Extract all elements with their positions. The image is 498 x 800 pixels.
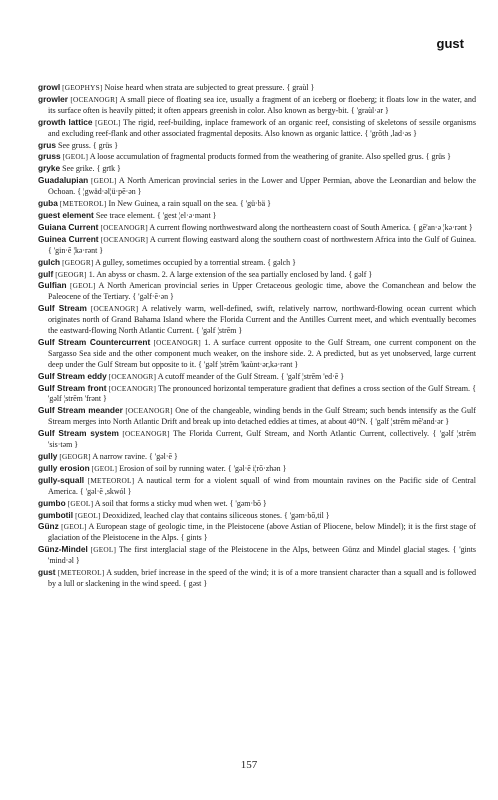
entry-field-label: [GEOPHYS] [62, 83, 103, 92]
dictionary-entry [38, 140, 476, 152]
entry-pronunciation: { 'graùl·ər } [350, 105, 389, 115]
entry-headword: Guinea Current [38, 233, 99, 244]
entry-definition: See trace element. [95, 210, 155, 220]
entry-field-label: [OCEANOGR] [100, 234, 149, 244]
entry-pronunciation: { 'gəl·ē i¦rō·zhən } [227, 463, 287, 473]
entry-headword: guest element [38, 209, 94, 220]
entry-definition: The first interglacial stage of the Pleistocene in the Alps, between Günz and Mindel glacial stages. [118, 545, 450, 555]
entry-headword: gully [38, 451, 58, 461]
entry-headword: gumbotil [38, 509, 74, 520]
entry-pronunciation: { grüs } [425, 152, 451, 162]
entry-headword: Günz-Mindel [38, 544, 88, 555]
entry-field-label: [OCEANOGR] [70, 94, 118, 104]
entry-definition: The rigid, reef-building, inplace framework of an organic reef, consisting of skeletons of sessile organisms and excluding reef-flank and other associated fragmental deposits. Also known as organic lattice. [48, 117, 476, 138]
entry-pronunciation: { 'gin·ē ¦kə·rənt } [48, 245, 104, 255]
entry-field-label: [OCEANOGR] [108, 383, 157, 393]
entry-definition: One of the changeable, winding bends in the Gulf Stream; such bends intensify as the Gulf Stream merges into North Atlantic Drift and break up into detached eddies at times, at about 40°N. [48, 406, 476, 427]
dictionary-entry [38, 371, 476, 383]
entry-definition: A current flowing northwestward along the northeastern coast of South America. [149, 222, 411, 232]
entry-field-label: [METEOROL] [87, 475, 135, 485]
entry-headword: growth lattice [38, 116, 93, 127]
entry-pronunciation: { graùl } [286, 83, 315, 92]
entry-definition: The pronounced horizontal temperature gradient that defines a cross section of the Gulf Stream. [158, 383, 471, 393]
entry-definition: A small piece of floating sea ice, usually a fragment of an iceberg or floeberg; it floats low in the water, and its surface often is heavily pitted; it often appears greenish in color. Also known as bergy-bit. [48, 94, 476, 115]
dictionary-entry [38, 175, 476, 198]
entry-definition: A sudden, brief increase in the speed of the wind; it is of a more transient character than a squall and is followed by a lull or slackening in the wind speed. [48, 568, 476, 588]
dictionary-entry [38, 82, 476, 94]
entry-pronunciation: { gəlch } [267, 257, 296, 267]
entry-field-label: [METEOROL] [59, 199, 107, 209]
dictionary-entry [38, 257, 476, 269]
entry-field-label: [OCEANOGR] [108, 371, 157, 381]
entry-definition: A North American provincial series in Upper Cretaceous geologic time, above the Comanchean and below the Paleocene of the Tertiary. [48, 281, 476, 302]
entry-headword: Guadalupian [38, 175, 89, 186]
dictionary-entry [38, 117, 476, 140]
entry-field-label: [GEOL] [75, 510, 101, 520]
entry-definition: 1. An abyss or chasm. 2. A large extension of the sea partially enclosed by land. [88, 269, 347, 279]
entry-pronunciation: { 'gəlf ¦strēm 'ed·ē } [280, 371, 345, 381]
entry-pronunciation: { gē'an·ə ¦kə·rənt } [412, 222, 473, 232]
dictionary-entry [38, 521, 476, 544]
entry-pronunciation: { 'gəl·ē } [149, 452, 178, 461]
entry-field-label: [GEOL] [90, 545, 117, 555]
entry-pronunciation: { 'gəm·bō } [229, 498, 267, 508]
dictionary-entry [38, 151, 476, 163]
entry-headword: grus [38, 139, 56, 150]
dictionary-entry [38, 383, 476, 406]
entry-definition: See grike. [62, 164, 95, 174]
entry-headword: Gulf Stream Countercurrent [38, 336, 151, 347]
entry-headword: Gulf Stream front [38, 382, 107, 393]
entry-field-label: [GEOL] [69, 281, 96, 291]
entry-field-label: [GEOGR] [55, 269, 87, 279]
entry-headword: Gulf Stream system [38, 428, 119, 439]
entry-definition: A cutoff meander of the Gulf Stream. [157, 371, 279, 381]
dictionary-entry [38, 222, 476, 234]
entry-headword: Gulf Stream [38, 303, 87, 314]
entry-definition: A current flowing eastward along the southern coast of northwestern Africa into the Gulf of Guinea. [149, 234, 476, 244]
dictionary-entry [38, 280, 476, 303]
entry-field-label: [GEOL] [95, 117, 121, 127]
dictionary-entry [38, 210, 476, 222]
entry-pronunciation: { 'gəm·bō,til } [284, 510, 330, 520]
running-head: gust [436, 36, 464, 51]
entry-field-label: [METEOROL] [57, 568, 105, 578]
entry-pronunciation: { 'gü·bä } [239, 199, 271, 209]
entry-field-label: [OCEANOGR] [122, 429, 170, 439]
entry-headword: Gulfian [38, 280, 67, 291]
entry-pronunciation: { 'gəlf ¦strēm } [195, 326, 243, 336]
entry-definition: A soil that forms a sticky mud when wet. [94, 498, 228, 508]
dictionary-entry [38, 475, 476, 498]
dictionary-entry [38, 510, 476, 522]
page-number: 157 [240, 759, 258, 771]
dictionary-entry [38, 428, 476, 451]
entry-headword: gully-squall [38, 474, 85, 485]
entry-pronunciation: { 'gəlf ¦strēm 'kaùnt·ər,kə·rənt } [198, 359, 299, 369]
entry-definition: See gruss. [58, 140, 91, 150]
entry-headword: gulf [38, 268, 54, 279]
entry-field-label: [GEOL] [91, 463, 118, 473]
entry-headword: growl [38, 82, 61, 92]
entry-pronunciation: { 'grōth ,lad·əs } [364, 128, 417, 138]
entry-pronunciation: { grīk } [96, 164, 121, 174]
dictionary-entry [38, 567, 476, 590]
entry-pronunciation: { gəlf } [348, 269, 373, 279]
dictionary-entry [38, 544, 476, 567]
dictionary-entry [38, 269, 476, 281]
entry-headword: Guiana Current [38, 221, 99, 232]
dictionary-entry [38, 234, 476, 257]
entry-field-label: [GEOGR] [59, 452, 91, 461]
entry-field-label: [GEOGR] [62, 257, 94, 267]
entry-headword: gruss [38, 151, 61, 162]
entry-headword: gulch [38, 256, 61, 267]
entry-headword: gust [38, 567, 56, 578]
entry-headword: Gulf Stream eddy [38, 370, 107, 381]
dictionary-entry [38, 163, 476, 175]
dictionary-entry [38, 337, 476, 371]
entry-definition: In New Guinea, a rain squall on the sea. [108, 199, 238, 209]
entry-definition: A gulley, sometimes occupied by a torrential stream. [95, 257, 266, 267]
entry-definition: A loose accumulation of fragmental products formed from the weathering of granite. Also spelled grus. [89, 152, 424, 162]
entry-pronunciation: { grüs } [92, 140, 118, 150]
entry-headword: guba [38, 198, 58, 209]
dictionary-entries [38, 82, 476, 590]
entry-field-label: [GEOL] [91, 176, 117, 186]
entry-field-label: [GEOL] [67, 498, 94, 508]
entry-field-label: [OCEANOGR] [100, 222, 148, 232]
entry-pronunciation: { ¦gwäd·əl¦ü·pē·ən } [77, 187, 142, 197]
entry-field-label: [GEOL] [62, 152, 89, 162]
entry-headword: gryke [38, 163, 61, 174]
dictionary-entry [38, 94, 476, 117]
dictionary-entry [38, 303, 476, 337]
entry-definition: Erosion of soil by running water. [119, 463, 226, 473]
entry-headword: gumbo [38, 497, 66, 508]
entry-pronunciation: { 'gəl·ē ,skwól } [79, 486, 132, 496]
dictionary-entry [38, 405, 476, 428]
entry-pronunciation: { 'gints 'mind·əl } [48, 545, 476, 566]
dictionary-entry [38, 451, 476, 463]
entry-definition: The Florida Current, Gulf Stream, and North Atlantic Current, collectively. [173, 429, 430, 439]
entry-field-label: [OCEANOGR] [153, 337, 201, 347]
entry-definition: Deoxidized, leached clay that contains siliceous stones. [102, 510, 282, 520]
entry-field-label: [OCEANOGR] [90, 304, 139, 314]
entry-headword: Günz [38, 521, 59, 532]
entry-pronunciation: { 'gest ¦el·ə·mənt } [156, 210, 217, 220]
entry-definition: Noise heard when strata are subjected to great pressure. [104, 83, 285, 92]
entry-definition: 1. A surface current opposite to the Gulf Stream, one current component on the Sargasso Sea side and the other component much weaker, on the inshore side. 2. A predicted, but as yet unobserved, large current deep under the Gulf Stream but opposite to it. [48, 337, 476, 369]
entry-definition: A nautical term for a violent squall of wind from mountain ravines on the Pacific side of Central America. [48, 475, 476, 496]
dictionary-entry [38, 198, 476, 210]
entry-definition: A North American provincial series in the Lower and Upper Permian, above the Leonardian and below the Ochoan. [48, 176, 476, 197]
dictionary-entry [38, 463, 476, 475]
entry-pronunciation: { 'gəlf ¦strēm 'frənt } [48, 383, 476, 404]
entry-pronunciation: { 'gəlf·ē·ən } [132, 292, 174, 302]
entry-pronunciation: { 'gəlf ¦strēm 'sis·təm } [48, 429, 476, 450]
entry-pronunciation: { gints } [180, 533, 208, 543]
entry-pronunciation: { gəst } [182, 578, 208, 588]
entry-pronunciation: { 'gəlf ¦strēm mē'and·ər } [369, 417, 450, 427]
entry-definition: A relatively warm, well-defined, swift, relatively narrow, northward-flowing ocean current which originates north of Grand Bahama Island where the Florida Current and the Antilles Current meet, and which eventually becomes the eastward-flowing North Atlantic Current. [48, 304, 477, 336]
entry-headword: growler [38, 93, 68, 104]
entry-field-label: [GEOL] [61, 522, 87, 532]
entry-definition: A narrow ravine. [92, 452, 148, 461]
entry-headword: gully erosion [38, 462, 90, 473]
dictionary-entry [38, 498, 476, 510]
entry-field-label: [OCEANOGR] [125, 406, 173, 416]
entry-headword: Gulf Stream meander [38, 405, 123, 416]
entry-definition: A European stage of geologic time, in the Pleistocene (above Astian of Pliocene, below Mindel); it is the first stage of glaciation of the Pleistocene in the Alps. [48, 522, 476, 543]
